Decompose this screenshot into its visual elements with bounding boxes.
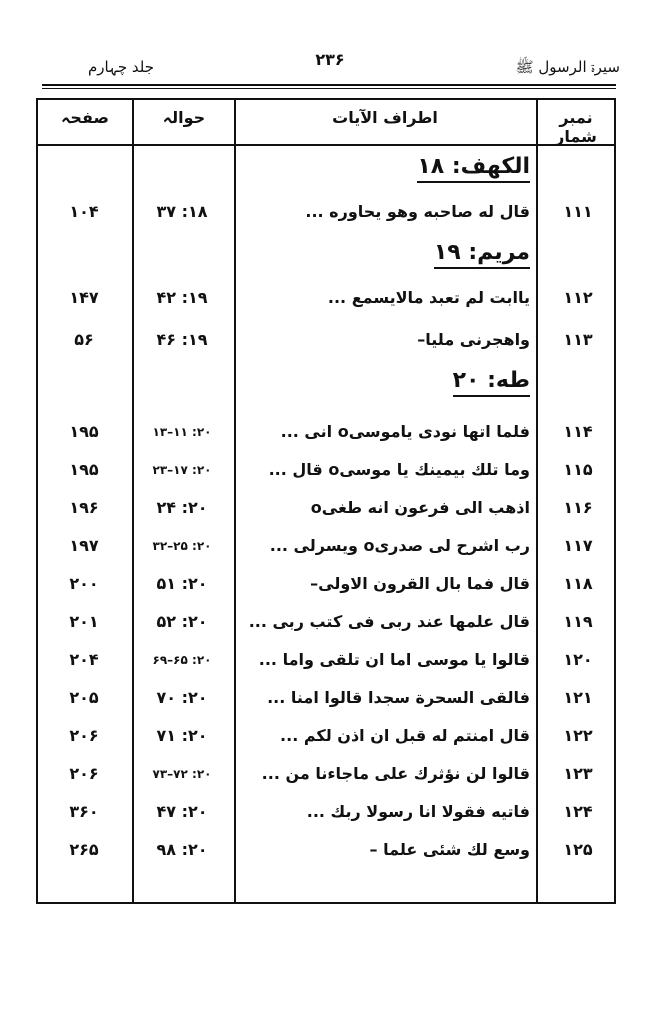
verse-reference: ۲۰: ۵۱: [156, 574, 208, 593]
verse-reference: ۲۰: ۷۰: [156, 688, 208, 707]
page-ref: ۲۰۵: [69, 688, 99, 707]
column-header-page: صفحہ: [61, 108, 109, 127]
table-row: [38, 530, 614, 568]
table-row: [38, 834, 614, 872]
table-row: [38, 492, 614, 530]
verse-reference: ۲۰: ۵۲: [156, 612, 208, 631]
table-row: [38, 606, 614, 644]
verse-text: وما تلك بیمینك یا موسیo قال ...: [268, 460, 530, 479]
verse-text: قالوا یا موسی اما ان تلقی واما ...: [258, 650, 530, 669]
verse-reference: ۱۹: ۴۲: [156, 288, 208, 307]
table-row: [38, 758, 614, 796]
verse-text: فالقی السحرة سجدا قالوا امنا ...: [267, 688, 530, 707]
verse-text: قال فما بال القرون الاولی–: [310, 574, 530, 593]
page-ref: ۲۰۰: [69, 574, 99, 593]
entry-number: ۱۱۸: [563, 574, 593, 593]
verse-reference: ۲۰: ۶۵–۶۹: [152, 653, 212, 667]
table-row: [38, 454, 614, 492]
verse-reference: ۱۸: ۳۷: [156, 202, 208, 221]
verse-text: وسع لك شئی علما –: [369, 840, 530, 859]
verse-text: قال علمها عند ربی فی کتب ربی ...: [248, 612, 530, 631]
table-row: [38, 682, 614, 720]
verse-reference: ۲۰: ۹۸: [156, 840, 208, 859]
entry-number: ۱۱۴: [563, 422, 593, 441]
verse-reference: ۲۰: ۷۲–۷۳: [152, 767, 212, 781]
section-heading: مریم: ۱۹: [434, 240, 530, 269]
page-ref: ۲۶۵: [69, 840, 99, 859]
verse-text: قال له صاحبه وهو یحاوره ...: [305, 202, 530, 221]
table-row: [38, 796, 614, 834]
entry-number: ۱۱۳: [563, 330, 593, 349]
table-row: [38, 282, 614, 320]
verse-text: رب اشرح لی صدریo ویسرلی ...: [269, 536, 530, 555]
verse-text: قالوا لن نؤثرك علی ماجاءنا من ...: [261, 764, 530, 783]
verse-reference: ۲۰: ۲۴: [156, 498, 208, 517]
table-row: [38, 720, 614, 758]
verse-text: یاابت لم تعبد مالایسمع ...: [327, 288, 530, 307]
verse-index-table: [36, 98, 616, 904]
page-ref: ۲۰۴: [69, 650, 99, 669]
page-header: [40, 48, 620, 88]
page-ref: ۳۶۰: [69, 802, 99, 821]
entry-number: ۱۱۲: [563, 288, 593, 307]
verse-reference: ۲۰: ۱۱–۱۳: [152, 425, 212, 439]
entry-number: ۱۲۲: [563, 726, 593, 745]
entry-number: ۱۲۴: [563, 802, 593, 821]
header-rule: [42, 84, 616, 89]
page-ref: ۱۹۷: [69, 536, 99, 555]
entry-number: ۱۱۶: [563, 498, 593, 517]
verse-reference: ۱۹: ۴۶: [156, 330, 208, 349]
verse-text: فلما اتها نودی یاموسیo انی ...: [280, 422, 530, 441]
verse-text: اذهب الی فرعون انه طغیo: [310, 498, 530, 517]
table-row: [38, 324, 614, 362]
column-header-reference: حوالہ: [162, 108, 206, 127]
table-row: [38, 416, 614, 454]
page-ref: ۲۰۶: [69, 726, 99, 745]
volume-label: جلد چہارم: [88, 58, 155, 76]
entry-number: ۱۲۵: [563, 840, 593, 859]
table-row: [38, 568, 614, 606]
page-ref: ۱۹۵: [69, 460, 99, 479]
entry-number: ۱۱۷: [563, 536, 593, 555]
page-ref: ۱۹۵: [69, 422, 99, 441]
verse-text: فاتیه فقولا انا رسولا ربك ...: [306, 802, 530, 821]
entry-number: ۱۲۰: [563, 650, 593, 669]
header-divider: [38, 144, 614, 146]
entry-number: ۱۱۱: [563, 202, 593, 221]
book-title: سیرۃ الرسول ﷺ: [515, 58, 620, 76]
entry-number: ۱۱۵: [563, 460, 593, 479]
entry-number: ۱۲۳: [563, 764, 593, 783]
page-number: ۲۳۶: [315, 50, 345, 69]
verse-text: قال امنتم له قبل ان اذن لکم ...: [280, 726, 530, 745]
page-ref: ۲۰۱: [69, 612, 99, 631]
page-ref: ۵۶: [74, 330, 94, 349]
table-row: [38, 196, 614, 234]
section-heading: طه: ۲۰: [453, 368, 530, 397]
table-row: [38, 644, 614, 682]
column-header-verse: اطراف الآیات: [332, 108, 438, 127]
page-ref: ۱۹۶: [69, 498, 99, 517]
verse-reference: ۲۰: ۷۱: [156, 726, 208, 745]
entry-number: ۱۱۹: [563, 612, 593, 631]
page-ref: ۱۰۴: [69, 202, 99, 221]
section-heading: الکهف: ۱۸: [417, 154, 530, 183]
page-ref: ۲۰۶: [69, 764, 99, 783]
entry-number: ۱۲۱: [563, 688, 593, 707]
column-header-number: نمبر شمار: [555, 108, 597, 146]
verse-text: واهجرنی ملیا–: [417, 330, 530, 349]
page-ref: ۱۴۷: [69, 288, 99, 307]
verse-reference: ۲۰: ۱۷–۲۳: [152, 463, 212, 477]
verse-reference: ۲۰: ۴۷: [156, 802, 208, 821]
verse-reference: ۲۰: ۲۵–۳۲: [152, 539, 212, 553]
